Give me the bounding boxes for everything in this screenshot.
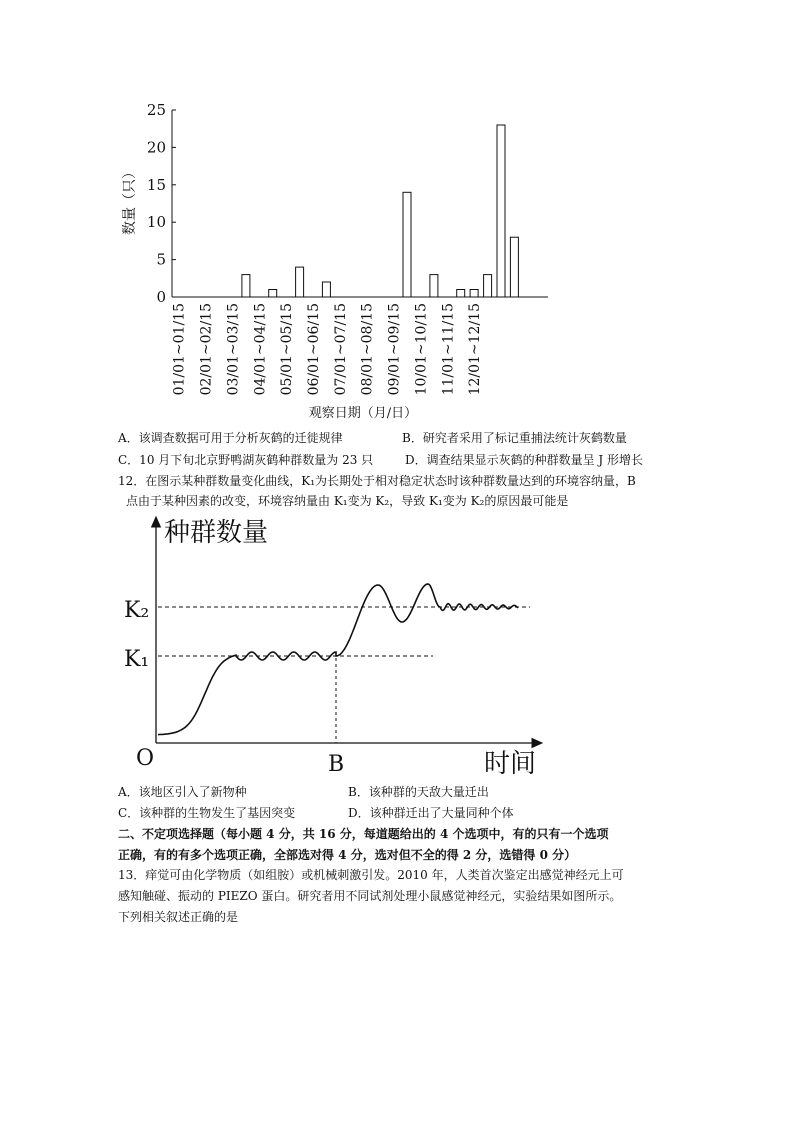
- k1-label: K₁: [124, 647, 150, 672]
- bar: [484, 275, 492, 297]
- bar-chart-x-tick-label: 01/01~01/15: [171, 303, 188, 396]
- bar-chart-x-tick-label: 05/01~05/15: [279, 303, 296, 396]
- bar-chart-y-tick-label: 15: [146, 175, 166, 194]
- bar-chart-y-tick-label: 10: [146, 213, 166, 232]
- q13-stem-line1: 13．痒觉可由化学物质（如组胺）或机械刺激引发。2010 年，人类首次鉴定出感觉神经元上可: [118, 868, 624, 882]
- q11-option-c: C．10 月下旬北京野鸭湖灰鹤种群数量为 23 只: [118, 453, 374, 467]
- curve-xlabel: 时间: [484, 749, 537, 779]
- bar-chart-ylabel: 数量（只）: [122, 165, 138, 235]
- curve-origin-label: O: [136, 746, 155, 771]
- b-point-label: B: [328, 752, 345, 777]
- q13-stem-line2: 感知触碰、振动的 PIEZO 蛋白。研究者用不同试剂处理小鼠感觉神经元，实验结果如图所示。: [118, 889, 622, 903]
- q11-option-d: D．调查结果显示灰鹤的种群数量呈 J 形增长: [405, 453, 644, 467]
- bar-chart-x-tick-label: 02/01~02/15: [198, 303, 215, 396]
- bar-chart-x-tick-label: 12/01~12/15: [467, 303, 484, 396]
- bar: [510, 237, 518, 297]
- bar-chart-x-tick-label: 06/01~06/15: [306, 303, 322, 396]
- bar-chart-x-tick-label: 04/01~04/15: [252, 303, 269, 396]
- q12-option-b: B．该种群的天敌大量迁出: [348, 785, 489, 799]
- q12-stem-line2: 点由于某种因素的改变，环境容纳量由 K₁变为 K₂，导致 K₁变为 K₂的原因最可能是: [126, 494, 569, 508]
- section2-heading-line1: 二、不定项选择题（每小题 4 分，共 16 分，每道题给出的 4 个选项中，有的只有一个选项: [118, 827, 609, 841]
- bar-chart-xlabel: 观察日期（月/日）: [308, 406, 418, 421]
- bar-chart-y-tick-label: 0: [156, 288, 166, 306]
- bar: [403, 192, 411, 297]
- q12-option-a: A．该地区引入了新物种: [118, 785, 247, 799]
- q12-stem-line1: 12．在图示某种群数量变化曲线，K₁为长期处于相对稳定状态时该种群数量达到的环境容纳量，B: [118, 474, 636, 488]
- curve-ylabel: 种群数量: [164, 518, 269, 548]
- population-curve: [158, 584, 518, 735]
- bar-chart-x-tick-label: 03/01~03/15: [225, 303, 242, 396]
- bar-chart-y-tick-label: 20: [146, 138, 166, 157]
- bar-chart-x-tick-label: 09/01~09/15: [386, 303, 403, 396]
- bar-chart-x-ticks: [172, 303, 483, 395]
- bar: [242, 275, 250, 297]
- section2-heading-line2: 正确，有的有多个选项正确，全部选对得 4 分，选对但不全的得 2 分，选错得 0 分）: [118, 848, 577, 862]
- bar: [457, 290, 465, 298]
- bar-chart-bars: [242, 125, 519, 297]
- bar-chart-y-tick-label: 25: [146, 101, 166, 119]
- population-curve-diagram: [0, 505, 794, 785]
- bar-chart-x-tick-label: 11/01~11/15: [440, 303, 457, 396]
- bar: [296, 267, 304, 297]
- q11-option-a: A．该调查数据可用于分析灰鹤的迁徙规律: [118, 431, 343, 445]
- bar-chart-x-tick-label: 07/01~07/15: [332, 303, 349, 396]
- bar: [269, 290, 277, 298]
- q13-stem-line3: 下列相关叙述正确的是: [118, 910, 239, 924]
- bar-chart-y-tick-label: 5: [156, 250, 166, 269]
- q11-option-b: B．研究者采用了标记重捕法统计灰鹤数量: [402, 431, 627, 445]
- bar-chart-axes: [172, 110, 548, 297]
- bar-chart: [0, 0, 794, 430]
- q12-option-c: C．该种群的生物发生了基因突变: [118, 806, 296, 820]
- bar-chart-x-tick-label: 10/01~10/15: [413, 303, 430, 396]
- k2-label: K₂: [124, 598, 150, 623]
- bar: [497, 125, 505, 297]
- bar: [470, 290, 478, 298]
- bar: [430, 275, 438, 297]
- bar-chart-x-tick-label: 08/01~08/15: [359, 303, 376, 396]
- bar: [322, 282, 330, 297]
- q12-option-d: D．该种群迁出了大量同种个体: [348, 806, 514, 820]
